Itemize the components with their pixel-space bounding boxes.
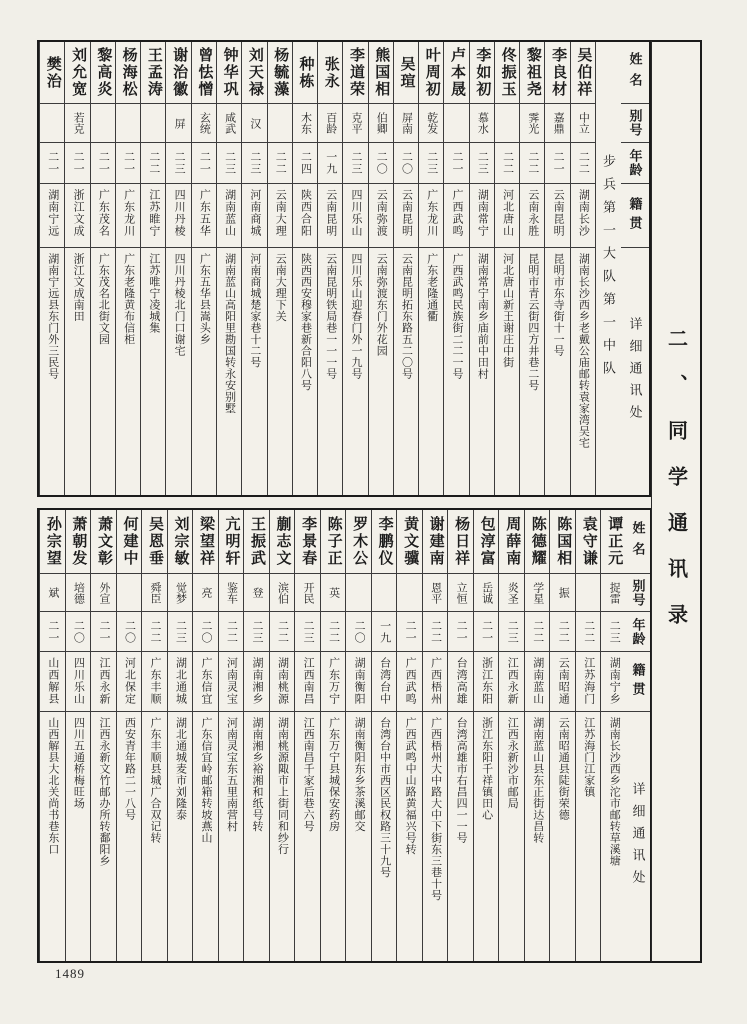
person-alias: 英 [321,574,346,612]
person-native-place: 陕西合阳 [293,184,317,248]
person-alias: 立恒 [448,574,473,612]
person-age: 二三 [242,143,266,184]
person-age: 二〇 [66,612,91,652]
person-name: 陈德耀 [525,510,550,574]
person-native-place: 广东万宁 [321,652,346,712]
person-age: 二一 [40,612,65,652]
person-alias: 百龄 [318,104,342,143]
person-address: 广西梧州大中路大中下街东三巷十号 [429,717,442,901]
person-native-place: 湖南蓝山 [525,652,550,712]
person-name: 杨日祥 [448,510,473,574]
person-native-place: 四川乐山 [343,184,367,248]
person-native-place: 云南永胜 [520,184,544,248]
person-age: 二〇 [394,143,418,184]
person-name: 袁守谦 [576,510,601,574]
person-age: 二一 [397,612,422,652]
person-alias: 木东 [293,104,317,143]
person-native-place: 江西永新 [91,652,116,712]
person-alias [268,104,292,143]
person-age: 二三 [295,612,320,652]
person-column [269,510,295,961]
person-native-place: 云南昆明 [318,184,342,248]
person-age: 二〇 [369,143,393,184]
person-native-place: 山西解县 [40,652,65,712]
table-bottom-header-column [626,510,650,961]
person-address: 广东老隆黄布信柜 [122,253,135,345]
person-age: 二二 [321,612,346,652]
person-native-place: 云南昭通 [550,652,575,712]
person-name: 李如初 [470,42,494,104]
person-address: 湖南蓝山县东正街达昌转 [531,717,544,844]
person-age: 二一 [474,612,499,652]
person-column [320,510,346,961]
person-column [469,42,494,495]
person-address: 浙江东阳千祥镇田心 [480,717,493,821]
person-name: 杨毓藻 [268,42,292,104]
person-alias [576,574,601,612]
person-native-place: 江苏海门 [576,652,601,712]
person-alias [372,574,397,612]
person-column [422,510,448,961]
person-alias: 屏 [166,104,190,143]
person-name: 包淳富 [474,510,499,574]
person-address: 湖南蓝山高阳里勘国转永安别墅 [223,253,236,414]
person-alias: 中立 [571,104,595,143]
person-address: 湖南长沙西乡老戴公庙邮转袁家湾吴宅 [577,253,590,449]
person-alias: 斌 [40,574,65,612]
person-address: 湖南常宁南乡庙前中田村 [476,253,489,380]
person-native-place: 湖南宁乡 [601,652,626,712]
person-address: 河南灵宝东五里南营村 [225,717,238,832]
person-address: 云南昆明铁局巷一一一号 [324,253,337,380]
person-native-place: 湖南常宁 [470,184,494,248]
person-native-place: 湖南桃源 [270,652,295,712]
person-age: 二一 [40,143,64,184]
person-age: 二二 [270,612,295,652]
page-number: 1489 [55,966,85,981]
person-age: 二一 [192,143,216,184]
person-column [549,510,575,961]
header-address: 详细通讯处 [630,781,646,892]
contact-table-top [37,40,651,497]
person-age: 二二 [576,612,601,652]
person-age: 二三 [499,612,524,652]
person-native-place: 河北保定 [117,652,142,712]
person-address: 湖南湘乡裕湘和纸号转 [251,717,264,832]
person-alias [495,104,519,143]
person-address: 湖南宁远县东门外三民号 [46,253,59,380]
person-column [141,510,167,961]
person-age: 二二 [423,612,448,652]
person-name: 黄文骥 [397,510,422,574]
person-name: 黎高炎 [91,42,115,104]
person-address: 云南昆明拓东路五二〇号 [400,253,413,380]
person-name: 刘允宽 [65,42,89,104]
person-name: 李道荣 [343,42,367,104]
person-column [368,42,393,495]
person-column [39,42,64,495]
person-alias: 嘉鼎 [545,104,569,143]
person-native-place: 湖南衡阳 [346,652,371,712]
person-age: 二二 [571,143,595,184]
person-age: 二二 [219,612,244,652]
person-age: 二三 [166,143,190,184]
person-native-place: 广西武鸣 [397,652,422,712]
person-native-place: 云南弥渡 [369,184,393,248]
person-alias: 乾发 [419,104,443,143]
person-name: 张永 [318,42,342,104]
person-name: 李景春 [295,510,320,574]
person-age: 二三 [244,612,269,652]
person-native-place: 广西武鸣 [444,184,468,248]
person-alias: 汉 [242,104,266,143]
person-address: 昆明市东寺街十一号 [552,253,565,357]
person-alias [397,574,422,612]
person-alias: 屏南 [394,104,418,143]
person-age: 二三 [343,143,367,184]
person-name: 熊国相 [369,42,393,104]
person-column [165,42,190,495]
header-name: 姓名 [621,42,649,104]
person-address: 台湾台中市西区民权路三十九号 [378,717,391,878]
person-column [115,42,140,495]
person-native-place: 四川乐山 [66,652,91,712]
person-native-place: 广东龙川 [116,184,140,248]
person-address: 湖南长沙西乡沱市邮转草溪塘 [608,717,621,867]
person-name: 罗木公 [346,510,371,574]
person-column [600,510,626,961]
person-alias: 觉梦 [168,574,193,612]
person-name: 樊治 [40,42,64,104]
person-age: 一九 [372,612,397,652]
person-address: 浙江文成南田 [72,253,85,322]
person-address: 云南昭通县陡街荣德 [557,717,570,821]
header-address: 详细通讯处 [627,316,643,427]
person-age: 二二 [268,143,292,184]
person-address: 河南商城楚家巷十二号 [248,253,261,368]
person-address: 四川丹棱北门口谢宅 [173,253,186,357]
person-address: 湖南桃源陬市上街同和纱行 [276,717,289,855]
person-column [447,510,473,961]
person-name: 周薛南 [499,510,524,574]
person-native-place: 江苏睢宁 [141,184,165,248]
person-native-place: 广东丰顺 [142,652,167,712]
section-title-strip [651,40,702,963]
person-column [241,42,266,495]
person-column [90,42,115,495]
person-age: 二二 [525,612,550,652]
person-address: 广东万宁县城保安药房 [327,717,340,832]
person-alias: 鉴车 [219,574,244,612]
person-alias: 学星 [525,574,550,612]
person-column [443,42,468,495]
person-address: 广东五华县嵩头乡 [198,253,211,345]
person-alias: 伯卿 [369,104,393,143]
person-native-place: 湖南蓝山 [217,184,241,248]
person-alias: 舜臣 [142,574,167,612]
person-native-place: 云南大理 [268,184,292,248]
person-address: 河北唐山新王谢庄中街 [501,253,514,368]
person-alias [40,104,64,143]
person-native-place: 云南昆明 [394,184,418,248]
person-address: 广东丰顺县城广合双记转 [148,717,161,844]
person-native-place: 江西南昌 [295,652,320,712]
person-column [116,510,142,961]
person-column [317,42,342,495]
person-alias: 振 [550,574,575,612]
person-column [294,510,320,961]
header-age: 年龄 [621,143,649,184]
person-alias: 捉雷 [601,574,626,612]
person-address: 广西武鸣中山路黄福兴号转 [404,717,417,855]
person-name: 种栋 [293,42,317,104]
person-native-place: 广东龙川 [419,184,443,248]
person-alias: 恩平 [423,574,448,612]
person-column [90,510,116,961]
person-age: 二一 [91,143,115,184]
person-address: 广东老隆通衢 [425,253,438,322]
person-alias [91,104,115,143]
person-alias: 滨伯 [270,574,295,612]
person-age: 二二 [550,612,575,652]
header-age: 年龄 [626,612,650,652]
person-alias [116,104,140,143]
person-native-place: 湖南长沙 [571,184,595,248]
person-address: 江苏海门江家镇 [582,717,595,798]
unit-label: 步兵第一大队第一中队 [601,153,616,384]
person-native-place: 台湾高雄 [448,652,473,712]
person-address: 山西解县大北关尚书巷东口 [46,717,59,855]
person-native-place: 河北唐山 [495,184,519,248]
person-column [191,42,216,495]
person-alias [117,574,142,612]
person-native-place: 云南昆明 [545,184,569,248]
person-native-place: 湖南宁远 [40,184,64,248]
person-age: 二一 [545,143,569,184]
person-name: 李良材 [545,42,569,104]
person-name: 王孟涛 [141,42,165,104]
person-age: 二二 [495,143,519,184]
header-name: 姓名 [626,510,650,574]
person-age: 二〇 [117,612,142,652]
person-name: 李鹏仪 [372,510,397,574]
person-native-place: 广东五华 [192,184,216,248]
person-column [167,510,193,961]
person-alias: 慕水 [470,104,494,143]
person-native-place: 河南灵宝 [219,652,244,712]
person-age: 二四 [293,143,317,184]
person-alias: 外宣 [91,574,116,612]
person-name: 钟华巩 [217,42,241,104]
person-native-place: 浙江东阳 [474,652,499,712]
person-column [216,42,241,495]
person-age: 二三 [168,612,193,652]
person-age: 二一 [448,612,473,652]
person-address: 四川乐山迎春门外一九号 [349,253,362,380]
person-column [575,510,601,961]
person-address: 广东茂名北街文园 [97,253,110,345]
person-name: 吴恩垂 [142,510,167,574]
person-alias: 登 [244,574,269,612]
person-name: 刘天禄 [242,42,266,104]
person-alias: 咸武 [217,104,241,143]
person-alias: 亮 [193,574,218,612]
person-column [570,42,595,495]
person-name: 吴伯祥 [571,42,595,104]
person-native-place: 江西永新 [499,652,524,712]
header-native: 籍贯 [621,184,649,248]
person-column [243,510,269,961]
person-name: 谢建南 [423,510,448,574]
person-name: 黎祖尧 [520,42,544,104]
person-name: 叶周初 [419,42,443,104]
person-alias: 玄统 [192,104,216,143]
person-name: 杨海松 [116,42,140,104]
person-column [393,42,418,495]
person-name: 孙宗望 [40,510,65,574]
person-column [371,510,397,961]
person-column [473,510,499,961]
person-age: 二一 [65,143,89,184]
person-alias: 克平 [343,104,367,143]
person-native-place: 广西梧州 [423,652,448,712]
person-address: 湖北通城麦市刘隆泰 [174,717,187,821]
person-age: 二三 [419,143,443,184]
person-column [218,510,244,961]
table-top-header-column [621,42,649,495]
person-native-place: 四川丹棱 [166,184,190,248]
person-alias: 炎圣 [499,574,524,612]
person-age: 二一 [116,143,140,184]
person-name: 佟振玉 [495,42,519,104]
person-address: 云南大理下关 [274,253,287,322]
person-name: 谭正元 [601,510,626,574]
person-age: 二一 [91,612,116,652]
person-address: 四川五通桥梅旺场 [72,717,85,809]
person-age: 二三 [470,143,494,184]
person-column [345,510,371,961]
person-address: 江苏唯宁凌城集 [147,253,160,334]
person-native-place: 湖北通城 [168,652,193,712]
person-alias: 岳诚 [474,574,499,612]
person-alias: 霁光 [520,104,544,143]
person-column [524,510,550,961]
unit-label-column [595,42,621,495]
person-age: 一九 [318,143,342,184]
person-age: 二二 [141,143,165,184]
person-age: 二〇 [193,612,218,652]
person-address: 昆明市青云街四方井巷二号 [526,253,539,391]
person-alias: 若克 [65,104,89,143]
person-address: 江西永新文竹邮办所转鄱阳乡 [97,717,110,867]
person-alias [444,104,468,143]
person-address: 广东信宜岭邮箱转坡燕山 [200,717,212,844]
person-native-place: 河南商城 [242,184,266,248]
person-native-place: 湖南湘乡 [244,652,269,712]
person-column [39,510,65,961]
person-name: 萧文彰 [91,510,116,574]
person-name: 梁望祥 [193,510,218,574]
person-name: 吴瑄 [394,42,418,104]
person-age: 二三 [601,612,626,652]
person-column [418,42,443,495]
person-column [267,42,292,495]
person-alias: 开民 [295,574,320,612]
person-column [498,510,524,961]
person-name: 陈子正 [321,510,346,574]
person-native-place: 广东信宜 [193,652,218,712]
person-address: 江西永新沙市邮局 [506,717,519,809]
person-alias [141,104,165,143]
person-column [192,510,218,961]
person-column [519,42,544,495]
person-address: 湖南衡阳东乡茶溪邮交 [353,717,366,832]
person-alias [346,574,371,612]
person-name: 萧朝发 [66,510,91,574]
person-age: 二〇 [346,612,371,652]
person-age: 二二 [142,612,167,652]
person-name: 亢明轩 [219,510,244,574]
person-column [140,42,165,495]
person-address: 陕西西安穆家巷新合阳八号 [299,253,312,391]
person-column [396,510,422,961]
person-address: 广西武鸣民族街二二一号 [451,253,464,380]
person-name: 谢治徽 [166,42,190,104]
person-name: 刘宗敏 [168,510,193,574]
person-name: 王振武 [244,510,269,574]
section-title: 二、同学通讯录 [664,327,687,650]
person-address: 台湾高雄市右昌四一一号 [455,717,468,844]
person-name: 陈国相 [550,510,575,574]
person-column [494,42,519,495]
person-address: 西安青年路二一八号 [123,717,136,821]
person-column [64,42,89,495]
contact-table-bottom [37,508,652,963]
person-address: 江西南昌千家后巷六号 [302,717,315,832]
person-address: 云南弥渡东门外花园 [375,253,388,357]
person-name: 曾怯憎 [192,42,216,104]
person-native-place: 台湾台中 [372,652,397,712]
person-age: 二三 [217,143,241,184]
person-column [544,42,569,495]
person-age: 二二 [520,143,544,184]
person-name: 何建中 [117,510,142,574]
person-age: 二一 [444,143,468,184]
header-alias: 别号 [626,574,650,612]
person-alias: 培德 [66,574,91,612]
person-native-place: 广东茂名 [91,184,115,248]
person-native-place: 浙江文成 [65,184,89,248]
header-native: 籍贯 [626,652,650,712]
person-column [292,42,317,495]
header-alias: 别号 [621,104,649,143]
person-column [65,510,91,961]
person-column [342,42,367,495]
person-name: 卢本晟 [444,42,468,104]
person-name: 蒯志文 [270,510,295,574]
